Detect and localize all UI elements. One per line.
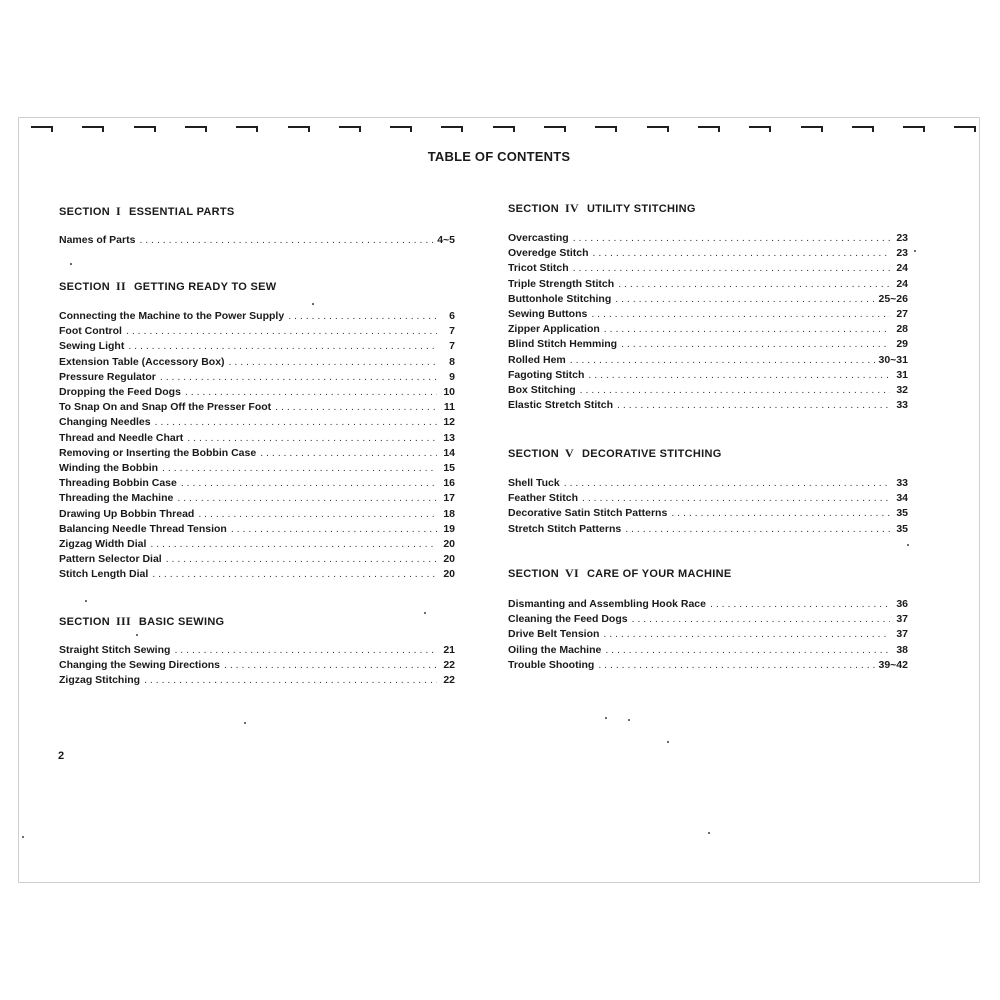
spiral-binding <box>19 118 979 142</box>
dot-leader <box>126 325 437 337</box>
scan-speck <box>312 303 314 305</box>
toc-entry[interactable] <box>508 244 908 259</box>
dot-leader <box>632 613 890 625</box>
toc-entry-title: Shell Tuck <box>508 477 560 489</box>
toc-entry[interactable] <box>508 520 908 535</box>
toc-entry[interactable] <box>59 337 455 352</box>
binding-hook-icon <box>390 126 412 132</box>
scan-speck <box>136 634 138 636</box>
toc-entry-page: 9 <box>449 370 455 383</box>
dot-leader <box>564 477 890 489</box>
toc-entry-title: Winding the Bobbin <box>59 462 159 474</box>
toc-entry-title: Pressure Regulator <box>59 370 156 383</box>
dot-leader <box>224 659 437 671</box>
toc-entry-page: 11 <box>443 401 455 414</box>
toc-entry-title: Foot Control <box>59 325 122 338</box>
scan-speck <box>605 717 607 719</box>
toc-entry-page: 24 <box>896 277 908 290</box>
toc-entry-title: Changing Needles <box>59 416 151 429</box>
toc-entry-page: 25~26 <box>878 292 908 305</box>
dot-leader <box>231 523 437 535</box>
toc-entry-page: 10 <box>443 386 455 398</box>
binding-hook-icon <box>954 126 976 132</box>
toc-entry-page: 6 <box>449 310 455 322</box>
toc-entry[interactable] <box>508 489 908 504</box>
toc-entry-page: 20 <box>443 568 455 581</box>
section-label: SECTION <box>59 281 110 293</box>
scan-speck <box>85 600 87 602</box>
toc-entry-title: Extension Table (Accessory Box) <box>59 355 225 368</box>
toc-entry-title: Straight Stitch Sewing <box>59 644 171 656</box>
dot-leader <box>605 644 890 656</box>
toc-entry[interactable] <box>508 474 908 489</box>
dot-leader <box>181 477 437 489</box>
toc-entry[interactable] <box>59 307 455 322</box>
section-heading <box>59 204 235 219</box>
dot-leader <box>671 507 890 519</box>
binding-hook-icon <box>185 126 207 132</box>
toc-entry-page: 36 <box>896 598 908 610</box>
toc-entry-title: Oiling the Machine <box>508 643 602 656</box>
binding-hook-icon <box>31 126 53 132</box>
toc-entry-title: Changing the Sewing Directions <box>59 659 221 672</box>
dot-leader <box>570 354 875 366</box>
toc-entry[interactable] <box>59 550 455 565</box>
dot-leader <box>615 293 874 305</box>
toc-entry-page: 37 <box>896 613 908 626</box>
toc-entry[interactable] <box>508 275 908 290</box>
toc-entry[interactable] <box>508 610 908 625</box>
dot-leader <box>174 644 437 656</box>
dot-leader <box>152 568 437 580</box>
binding-hook-icon <box>82 126 104 132</box>
toc-entry-page: 33 <box>896 477 908 489</box>
section-title: CARE OF YOUR MACHINE <box>586 568 732 580</box>
binding-hook-icon <box>544 126 566 132</box>
toc-entry-page: 15 <box>443 462 455 474</box>
toc-entry-page: 4~5 <box>437 234 455 246</box>
toc-entry[interactable] <box>508 656 908 671</box>
section-label: SECTION <box>508 448 559 460</box>
binding-hook-icon <box>236 126 258 132</box>
section-numeral: I <box>116 204 121 218</box>
toc-entry-title: Trouble Shooting <box>508 658 595 671</box>
toc-entry-page: 21 <box>443 644 455 656</box>
toc-entry-title: Threading the Machine <box>59 492 174 505</box>
toc-entry[interactable] <box>59 474 455 489</box>
toc-entry[interactable] <box>508 504 908 519</box>
toc-entry-page: 19 <box>443 522 455 535</box>
binding-hook-icon <box>595 126 617 132</box>
section-label: SECTION <box>59 616 110 628</box>
section-numeral: II <box>116 279 126 293</box>
toc-entry-page: 23 <box>896 247 908 260</box>
toc-entry-title: Thread and Needle Chart <box>59 431 184 444</box>
toc-entry-page: 20 <box>443 553 455 566</box>
toc-entry[interactable] <box>59 444 455 459</box>
toc-entry-page: 38 <box>896 643 908 656</box>
toc-entry-page: 13 <box>443 431 455 444</box>
toc-entry-page: 31 <box>896 368 908 381</box>
toc-entry[interactable] <box>508 396 908 411</box>
toc-entry-title: Sewing Buttons <box>508 308 588 320</box>
dot-leader <box>604 323 890 335</box>
binding-hook-icon <box>903 126 925 132</box>
toc-entry-page: 18 <box>443 507 455 520</box>
section-label: SECTION <box>59 206 110 218</box>
binding-hook-icon <box>698 126 720 132</box>
toc-entry-page: 12 <box>443 416 455 429</box>
dot-leader <box>260 447 437 459</box>
toc-entry-title: Overcasting <box>508 232 569 244</box>
toc-entry-title: Stitch Length Dial <box>59 568 149 581</box>
manual-page <box>18 117 980 883</box>
toc-entry-page: 23 <box>896 232 908 244</box>
dot-leader <box>617 399 890 411</box>
section-label: SECTION <box>508 568 559 580</box>
toc-entry[interactable] <box>59 641 455 656</box>
toc-entry-title: Zigzag Width Dial <box>59 538 147 550</box>
toc-entry[interactable] <box>59 520 455 535</box>
dot-leader <box>621 338 890 350</box>
toc-entry-page: 32 <box>896 384 908 396</box>
dot-leader <box>185 386 437 398</box>
scan-speck <box>708 832 710 834</box>
toc-entry-title: Triple Strength Stitch <box>508 277 615 290</box>
toc-entry-title: Decorative Satin Stitch Patterns <box>508 507 668 520</box>
section-numeral: VI <box>565 566 579 580</box>
section-numeral: III <box>116 614 131 628</box>
dot-leader <box>288 310 437 322</box>
toc-entry[interactable] <box>59 413 455 428</box>
dot-leader <box>625 523 890 535</box>
toc-entry-title: To Snap On and Snap Off the Presser Foot <box>59 401 272 414</box>
toc-entry-page: 7 <box>449 340 455 353</box>
scan-speck <box>914 250 916 252</box>
toc-entry-title: Box Stitching <box>508 384 576 396</box>
toc-entry[interactable] <box>59 368 455 383</box>
toc-entry-page: 17 <box>443 492 455 505</box>
toc-entry-title: Balancing Needle Thread Tension <box>59 522 227 535</box>
dot-leader <box>160 371 437 383</box>
toc-entry[interactable] <box>59 322 455 337</box>
toc-entry[interactable] <box>508 366 908 381</box>
dot-leader <box>580 384 890 396</box>
toc-entry[interactable] <box>59 383 455 398</box>
toc-entry-title: Rolled Hem <box>508 353 566 366</box>
section-title: DECORATIVE STITCHING <box>581 448 722 460</box>
dot-leader <box>162 462 437 474</box>
binding-hook-icon <box>493 126 515 132</box>
dot-leader <box>573 262 890 274</box>
toc-entry[interactable] <box>508 229 908 244</box>
scan-speck <box>907 544 909 546</box>
dot-leader <box>139 234 433 246</box>
toc-entry-title: Sewing Light <box>59 340 125 353</box>
toc-entry-title: Drawing Up Bobbin Thread <box>59 507 195 520</box>
section-title: UTILITY STITCHING <box>586 203 696 215</box>
toc-entry-page: 14 <box>443 446 455 459</box>
toc-entry-title: Feather Stitch <box>508 492 579 505</box>
toc-entry[interactable] <box>508 595 908 610</box>
dot-leader <box>591 308 890 320</box>
binding-hook-icon <box>647 126 669 132</box>
toc-entry-page: 39~42 <box>878 658 908 671</box>
binding-hook-icon <box>749 126 771 132</box>
toc-entry-page: 35 <box>896 522 908 535</box>
scan-speck <box>424 612 426 614</box>
toc-entry-title: Pattern Selector Dial <box>59 553 162 566</box>
dot-leader <box>598 659 874 671</box>
dot-leader <box>177 492 437 504</box>
toc-entry-title: Tricot Stitch <box>508 262 569 275</box>
section-label: SECTION <box>508 203 559 215</box>
toc-entry[interactable] <box>59 565 455 580</box>
dot-leader <box>603 628 890 640</box>
toc-entry-page: 16 <box>443 477 455 490</box>
toc-entry-title: Drive Belt Tension <box>508 628 600 641</box>
binding-hook-icon <box>852 126 874 132</box>
toc-entry-title: Fagoting Stitch <box>508 368 585 381</box>
dot-leader <box>198 508 437 520</box>
dot-leader <box>229 356 437 368</box>
toc-entry[interactable] <box>59 398 455 413</box>
scan-speck <box>70 263 72 265</box>
toc-entry-title: Dropping the Feed Dogs <box>59 386 181 398</box>
toc-entry-page: 29 <box>896 338 908 351</box>
toc-entry-title: Blind Stitch Hemming <box>508 338 618 351</box>
dot-leader <box>150 538 437 550</box>
toc-entry[interactable] <box>59 429 455 444</box>
dot-leader <box>588 369 890 381</box>
section-heading <box>508 201 696 216</box>
toc-entry[interactable] <box>508 320 908 335</box>
toc-entry-title: Zigzag Stitching <box>59 674 141 687</box>
dot-leader <box>275 401 437 413</box>
toc-entry[interactable] <box>59 535 455 550</box>
dot-leader <box>573 232 890 244</box>
dot-leader <box>155 416 437 428</box>
toc-entry-title: Cleaning the Feed Dogs <box>508 613 628 626</box>
binding-hook-icon <box>801 126 823 132</box>
toc-entry-page: 35 <box>896 507 908 520</box>
binding-hook-icon <box>339 126 361 132</box>
toc-entry-page: 22 <box>443 659 455 672</box>
section-title: BASIC SEWING <box>138 616 225 628</box>
dot-leader <box>128 340 437 352</box>
section-numeral: V <box>565 446 574 460</box>
toc-entry-page: 34 <box>896 492 908 505</box>
toc-entry[interactable] <box>508 335 908 350</box>
toc-entry[interactable] <box>508 305 908 320</box>
scan-speck <box>22 836 24 838</box>
dot-leader <box>582 492 890 504</box>
toc-entry-title: Threading Bobbin Case <box>59 477 177 490</box>
toc-entry-title: Dismanting and Assembling Hook Race <box>508 598 706 610</box>
toc-entry-page: 37 <box>896 628 908 641</box>
section-heading <box>508 446 722 461</box>
section-numeral: IV <box>565 201 579 215</box>
section-heading <box>508 566 731 581</box>
toc-entry-title: Overedge Stitch <box>508 247 589 260</box>
page-number: 2 <box>58 750 65 762</box>
toc-entry-page: 27 <box>896 308 908 320</box>
toc-entry-title: Zipper Application <box>508 323 600 336</box>
section-heading <box>59 614 224 629</box>
toc-entry[interactable] <box>508 351 908 366</box>
toc-entry[interactable] <box>59 459 455 474</box>
toc-entry-title: Removing or Inserting the Bobbin Case <box>59 446 257 459</box>
toc-entry[interactable] <box>508 641 908 656</box>
toc-entry[interactable] <box>59 231 455 246</box>
dot-leader <box>710 598 890 610</box>
page-title: TABLE OF CONTENTS <box>427 149 571 164</box>
section-heading <box>59 279 276 294</box>
toc-entry[interactable] <box>59 505 455 520</box>
toc-entry-page: 8 <box>449 355 455 368</box>
dot-leader <box>618 278 890 290</box>
toc-entry-page: 30~31 <box>878 353 908 366</box>
toc-entry-page: 7 <box>449 325 455 338</box>
toc-entry-page: 33 <box>896 399 908 412</box>
toc-entry-page: 22 <box>443 674 455 687</box>
toc-entry[interactable] <box>59 353 455 368</box>
toc-entry-title: Stretch Stitch Patterns <box>508 522 622 535</box>
toc-entry-title: Elastic Stretch Stitch <box>508 399 614 412</box>
toc-entry[interactable] <box>508 290 908 305</box>
scan-speck <box>667 741 669 743</box>
toc-entry-title: Connecting the Machine to the Power Supply <box>59 310 285 322</box>
toc-entry-title: Names of Parts <box>59 234 136 246</box>
scan-speck <box>244 722 246 724</box>
toc-entry-page: 24 <box>896 262 908 275</box>
dot-leader <box>144 674 437 686</box>
section-title: ESSENTIAL PARTS <box>128 206 235 218</box>
dot-leader <box>187 432 437 444</box>
scan-speck <box>628 719 630 721</box>
dot-leader <box>166 553 437 565</box>
toc-entry[interactable] <box>508 381 908 396</box>
section-title: GETTING READY TO SEW <box>133 281 277 293</box>
binding-hook-icon <box>288 126 310 132</box>
dot-leader <box>593 247 890 259</box>
toc-entry[interactable] <box>508 259 908 274</box>
binding-hook-icon <box>134 126 156 132</box>
toc-entry[interactable] <box>508 625 908 640</box>
toc-entry[interactable] <box>59 656 455 671</box>
toc-entry-page: 20 <box>443 538 455 550</box>
binding-hook-icon <box>441 126 463 132</box>
toc-entry-title: Buttonhole Stitching <box>508 292 612 305</box>
toc-entry[interactable] <box>59 489 455 504</box>
toc-entry-page: 28 <box>896 323 908 336</box>
toc-entry[interactable] <box>59 671 455 686</box>
